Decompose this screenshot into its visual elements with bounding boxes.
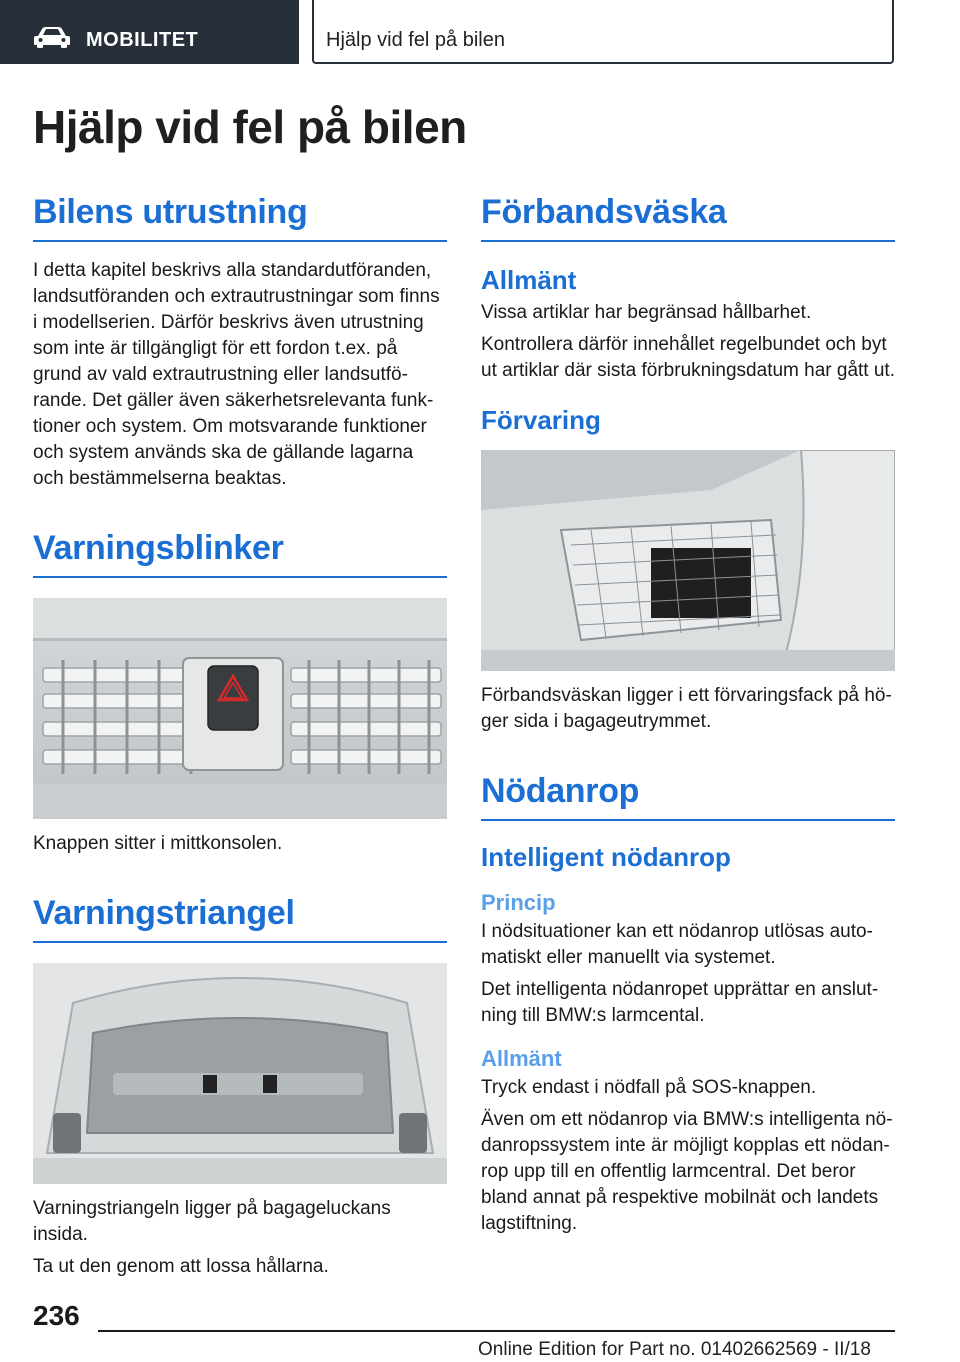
edition-link[interactable]: Online Edition for Part no. 01402662569 - II/18 bbox=[478, 1339, 871, 1360]
heading-forbandsvaska: Förbandsväska bbox=[481, 190, 895, 242]
page-number: 236 bbox=[33, 1300, 80, 1331]
section-tab-mobilitet[interactable] bbox=[0, 0, 299, 64]
footer-divider bbox=[98, 1330, 895, 1332]
heading-varningsblinker: Varningsblinker bbox=[33, 526, 447, 578]
paragraph-bilens-utrustning: I detta kapitel beskrivs alla standardutföranden, landsutföranden och extrautrustningar som finns i modellserien. Därför beskrivs även utrustning som inte är tillgängligt för ett fordon t.ex. på grund av vald extrautrustning eller landsutfö‐rande. Det gäller även säkerhetsrelevanta funk‐tioner och system. Om motsvarande funktioner och system används ska de gällande lagarna och bestämmelserna beaktas. bbox=[33, 260, 440, 489]
page-title: Hjälp vid fel på bilen bbox=[33, 101, 467, 153]
hazard-button-image bbox=[33, 598, 447, 819]
subheading-allmant-2: Allmänt bbox=[481, 1046, 562, 1071]
heading-varningstriangel: Varningstriangel bbox=[33, 891, 447, 943]
paragraph-kontrollera: Kontrollera därför innehållet regelbundet och byt ut artiklar där sista förbrukningsdatum har gått ut. bbox=[481, 334, 895, 381]
left-column bbox=[33, 190, 447, 1280]
chapter-title-tab bbox=[312, 0, 894, 64]
paragraph-hallbarhet: Vissa artiklar har begränsad hållbarhet. bbox=[481, 302, 812, 323]
heading-bilens-utrustning: Bilens utrustning bbox=[33, 190, 447, 242]
caption-varningstriangel-1: Varningstriangeln ligger på bagageluckans insida. bbox=[33, 1198, 391, 1245]
warning-triangle-trunk-image bbox=[33, 963, 447, 1184]
first-aid-kit-storage-image bbox=[481, 450, 895, 671]
tab-label: MOBILITET bbox=[86, 29, 199, 51]
heading-nodanrop: Nödanrop bbox=[481, 769, 895, 821]
subheading-intelligent-nodanrop: Intelligent nödanrop bbox=[481, 842, 731, 872]
paragraph-nodsituationer: I nödsituationer kan ett nödanrop utlösas auto‐matiskt eller manuellt via systemet. bbox=[481, 921, 873, 968]
paragraph-sos: Tryck endast i nödfall på SOS-knappen. bbox=[481, 1077, 817, 1098]
chapter-title: Hjälp vid fel på bilen bbox=[326, 29, 505, 51]
caption-varningstriangel-2: Ta ut den genom att lossa hållarna. bbox=[33, 1256, 329, 1277]
paragraph-anslutning: Det intelligenta nödanropet upprättar en anslut‐ning till BMW:s larmcental. bbox=[481, 979, 879, 1026]
paragraph-offentlig-larmcentral: Även om ett nödanrop via BMW:s intelligenta nö‐danropssystem inte är möjligt kopplas ett nödan‐rop upp till en offentlig larmcentral. Det beror bland annat på respektive mobilnät och landets lagstiftning. bbox=[481, 1109, 893, 1234]
subheading-forvaring: Förvaring bbox=[481, 405, 601, 435]
subheading-princip: Princip bbox=[481, 890, 556, 915]
header-bar bbox=[0, 0, 960, 66]
subheading-allmant: Allmänt bbox=[481, 265, 577, 295]
caption-varningsblinker: Knappen sitter i mittkonsolen. bbox=[33, 833, 283, 854]
car-icon bbox=[34, 26, 70, 48]
caption-forbandsvaska: Förbandsväskan ligger i ett förvaringsfack på hö‐ger sida i bagageutrymmet. bbox=[481, 685, 892, 732]
right-column bbox=[481, 190, 895, 1237]
